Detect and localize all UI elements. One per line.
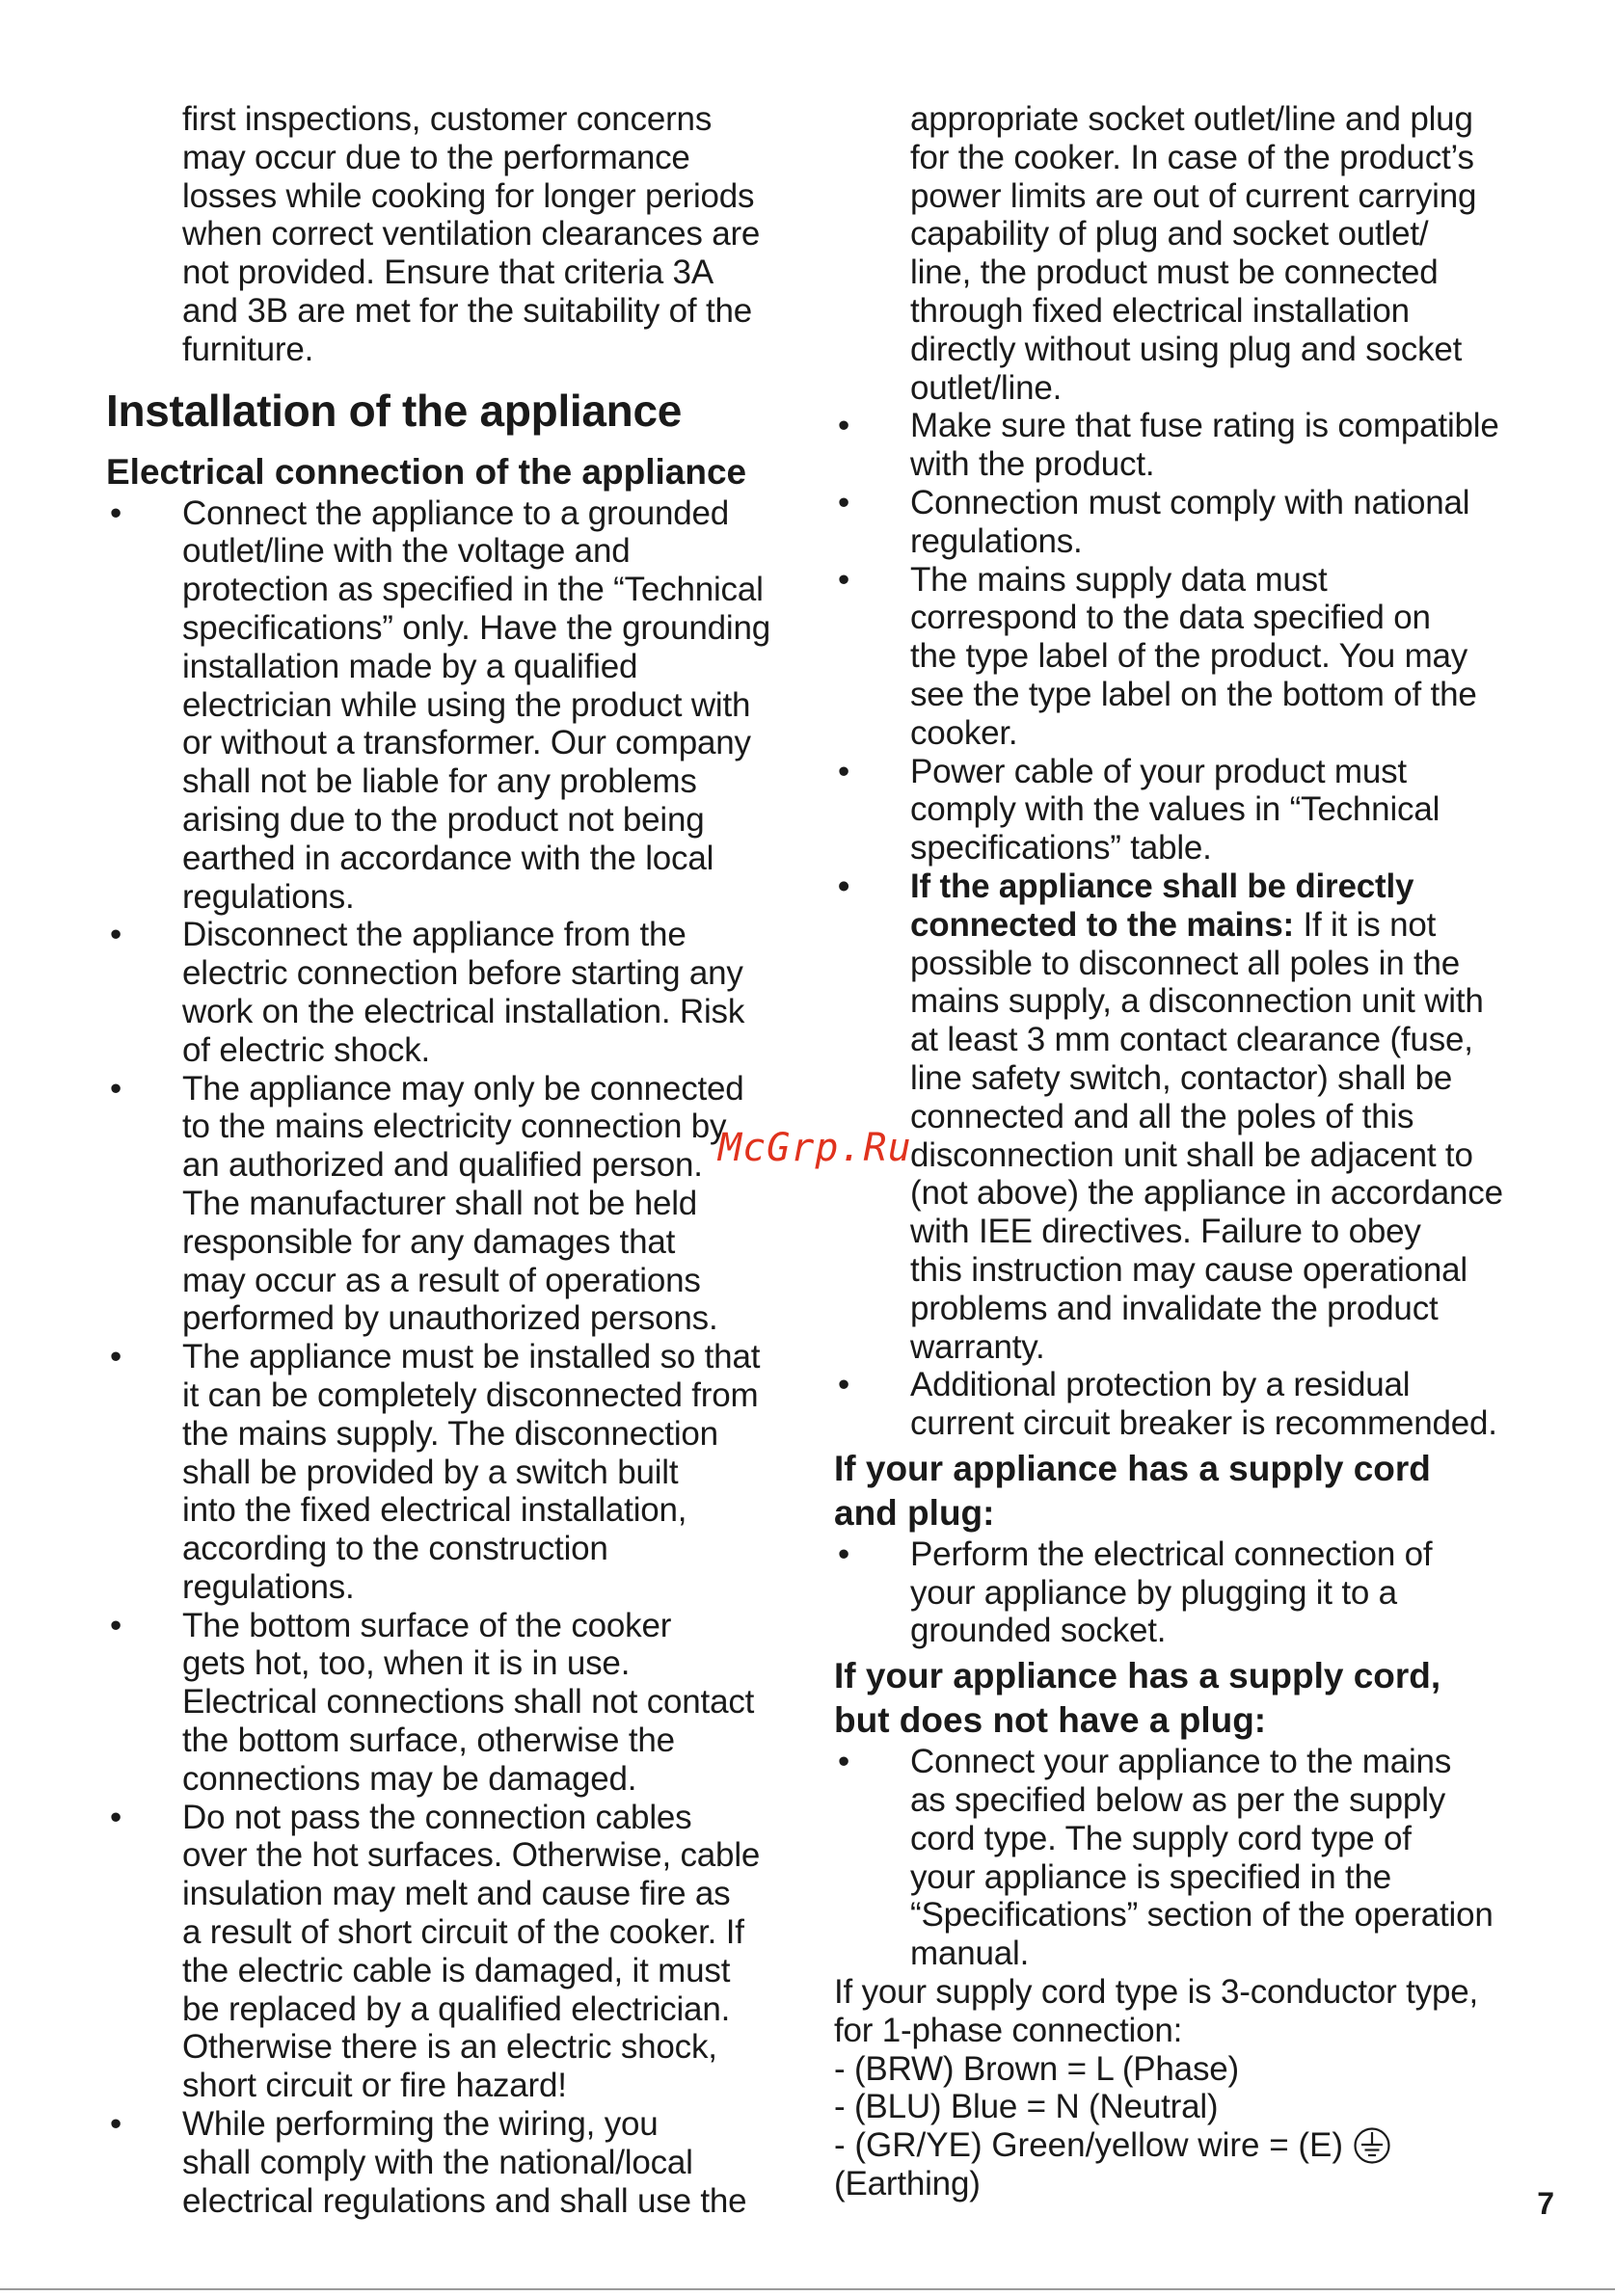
subsection-title: Electrical connection of the appliance <box>106 451 747 492</box>
left-column <box>106 100 800 2220</box>
bullet-icon: • <box>109 2105 122 2144</box>
intro-paragraph: first inspections, customer concerns may occur due to the performance losses while cooking for longer periods when correct ventilation clearances are not provided. Ensure that criteria 3A and 3B are met for the suitability of the furniture. <box>182 100 761 368</box>
right-column <box>834 100 1528 2203</box>
list-item: • Make sure that fuse rating is compatible with the product. <box>834 407 1528 484</box>
list-item: • The appliance may only be connected to the mains electricity connection by an authorized and qualified person. The manufacturer shall not be held responsible for any damages that may occur as a result of operations performed by unauthorized persons. <box>106 1070 800 1339</box>
list-item: • Power cable of your product must comply with the values in “Technical specifications” table. <box>834 753 1528 868</box>
plug-heading: If your appliance has a supply cord and plug: <box>834 1448 1431 1533</box>
bottom-divider <box>0 2288 1615 2290</box>
bullet-icon: • <box>109 494 122 532</box>
no-plug-heading: If your appliance has a supply cord, but does not have a plug: <box>834 1656 1441 1741</box>
wire-earth-row <box>834 2126 1528 2165</box>
list-item: • Do not pass the connection cables over the hot surfaces. Otherwise, cable insulation may melt and cause fire as a result of short circuit of the cooker. If the electric cable is damaged, it must be replaced by a qualified electrician. Otherwise there is an electric shock, short circuit or fire hazard! <box>106 1799 800 2105</box>
bullet-icon: • <box>109 1606 122 1644</box>
right-bullet-list <box>834 407 1528 1443</box>
list-item: • Connect your appliance to the mains as specified below as per the supply cord type. The supply cord type of your appliance is specified in the “Specifications” section of the operation manual. <box>834 1743 1528 1973</box>
bullet-icon: • <box>837 483 850 521</box>
continuation-paragraph: appropriate socket outlet/line and plug for the cooker. In case of the product’s power limits are out of current carrying capability of plug and socket outlet/ line, the product must be connected through fixed electrical installation directly without using plug and socket outlet/line. <box>910 100 1477 407</box>
list-item: • The appliance must be installed so that it can be completely disconnected from the mains supply. The disconnection shall be provided by a switch built into the fixed electrical installation, according to the construction regulations. <box>106 1338 800 1607</box>
bullet-icon: • <box>837 867 850 905</box>
bullet-icon: • <box>837 407 850 445</box>
list-item: • Connect the appliance to a grounded outlet/line with the voltage and protection as specified in the “Technical specifications” only. Have the grounding installation made by a qualified electrician while using the product with or without a transformer. Our company shall not be liable for any problems arising due to the product not being earthed in accordance with the local regulations. <box>106 494 800 917</box>
bullet-icon: • <box>837 752 850 790</box>
conductor-text: If your supply cord type is 3-conductor type, for 1-phase connection: <box>834 1973 1478 2049</box>
direct-connection-bold: If the appliance shall be directly connected to the mains: <box>910 867 1414 944</box>
wire-earth: - (GR/YE) Green/yellow wire = (E) <box>834 2126 1344 2165</box>
list-item: • While performing the wiring, you shall comply with the national/local electrical regulations and shall use the <box>106 2105 800 2220</box>
watermark-text: McGrp.Ru <box>718 1126 912 1170</box>
plug-list <box>834 1535 1528 1650</box>
bullet-icon: • <box>109 1798 122 1836</box>
wire-blue: - (BLU) Blue = N (Neutral) <box>834 2088 1219 2126</box>
wire-brown: - (BRW) Brown = L (Phase) <box>834 2049 1239 2088</box>
left-bullet-list <box>106 494 800 2221</box>
bullet-icon: • <box>109 916 122 954</box>
page-number: 7 <box>1537 2186 1554 2221</box>
bullet-icon: • <box>109 1338 122 1376</box>
list-item: • Disconnect the appliance from the electric connection before starting any work on the electrical installation. Risk of electric shock. <box>106 916 800 1069</box>
list-item: • The mains supply data must correspond to the data specified on the type label of the product. You may see the type label on the bottom of the cooker. <box>834 561 1528 753</box>
bullet-icon: • <box>837 1743 850 1781</box>
earth-ground-icon <box>1353 2126 1391 2165</box>
bullet-icon: • <box>109 1069 122 1108</box>
list-item: • Additional protection by a residual current circuit breaker is recommended. <box>834 1366 1528 1443</box>
no-plug-list <box>834 1743 1528 1973</box>
earthing-label: (Earthing) <box>834 2165 981 2203</box>
list-item: • Perform the electrical connection of your appliance by plugging it to a grounded socket. <box>834 1535 1528 1650</box>
list-item: • The bottom surface of the cooker gets hot, too, when it is in use. Electrical connections shall not contact the bottom surface, otherwise the connections may be damaged. <box>106 1607 800 1799</box>
direct-connection-text: If it is not possible to disconnect all poles in the mains supply, a disconnection unit with at least 3 mm contact clearance (fuse, line safety switch, contactor) shall be connected and all the poles of this disconnection unit shall be adjacent to (not above) the appliance in accordance with IEE directives. Failure to obey this instruction may cause operational problems and invalidate the product warranty. <box>910 905 1503 1366</box>
bullet-icon: • <box>837 1366 850 1404</box>
list-item: • Connection must comply with national regulations. <box>834 484 1528 561</box>
bullet-icon: • <box>837 1535 850 1573</box>
list-item-direct-connection <box>834 868 1528 1366</box>
section-title: Installation of the appliance <box>106 385 683 436</box>
bullet-icon: • <box>837 560 850 599</box>
